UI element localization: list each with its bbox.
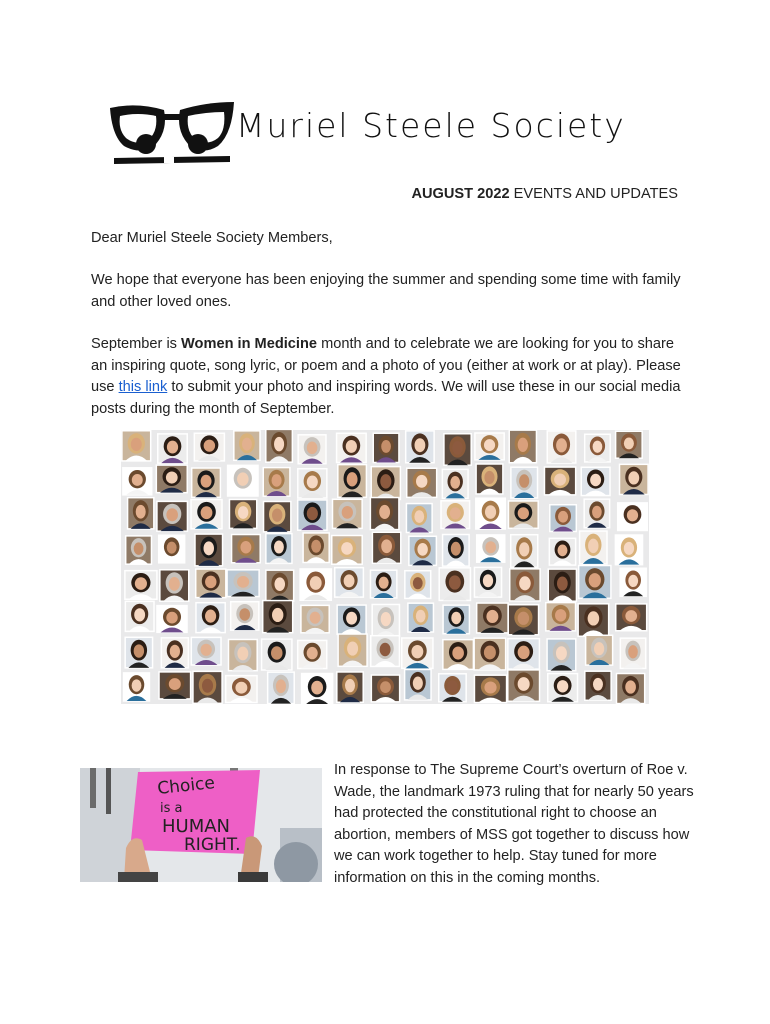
portrait-tile (406, 431, 434, 463)
portrait-tile (338, 634, 367, 666)
sign-line-3: HUMAN (162, 816, 231, 837)
portrait-tile (580, 531, 607, 564)
portrait-tile (227, 570, 259, 597)
portrait-tile (337, 672, 363, 702)
sept-text-3: to submit your photo and inspiring words. We will use these in our social media posts during the month of September. (91, 379, 681, 417)
portrait-tile (509, 430, 536, 463)
portrait-tile (372, 532, 400, 563)
portrait-tile (443, 605, 469, 634)
portrait-tile (193, 671, 222, 703)
portrait-tile (300, 569, 331, 600)
portrait-tile (196, 569, 226, 598)
portrait-tile (196, 603, 225, 633)
portrait-tile (268, 672, 295, 703)
portrait-tile (474, 675, 506, 702)
portrait-tile (444, 434, 471, 465)
portrait-tile (511, 535, 538, 568)
greeting: Dear Muriel Steele Society Members, (91, 230, 333, 246)
portrait-tile (508, 605, 538, 635)
protest-sign-image (80, 768, 322, 882)
sign-line-2: is a (160, 801, 183, 816)
portrait-tile (443, 535, 470, 567)
portrait-tile (370, 498, 399, 530)
portrait-tile (298, 640, 327, 668)
portrait-tile (620, 568, 646, 596)
portrait-tile (508, 639, 540, 669)
portrait-tile (476, 498, 505, 529)
portrait-tile (585, 671, 611, 700)
portrait-tile (578, 604, 609, 636)
portrait-tile (159, 672, 191, 699)
portrait-tile (302, 674, 333, 704)
portrait-tile (332, 536, 362, 565)
portrait-tile (232, 535, 261, 563)
portrait-tile (125, 571, 157, 600)
portrait-tile (371, 467, 400, 500)
portrait-tile (371, 636, 400, 667)
portrait-tile (156, 465, 187, 493)
portrait-tile (508, 501, 538, 528)
heading-month: AUGUST 2022 (411, 186, 510, 202)
portrait-tile (370, 570, 396, 598)
portrait-tile (408, 603, 434, 632)
portrait-tile (510, 569, 540, 601)
portrait-tile (301, 605, 329, 632)
september-paragraph (91, 334, 691, 420)
women-in-medicine-collage (121, 430, 649, 704)
sign-line-4: RIGHT. (184, 835, 241, 855)
portrait-tile (335, 568, 364, 597)
portrait-tile (158, 434, 187, 463)
logo-text: Muriel Steele Society (236, 106, 626, 145)
cat-eye-glasses-icon (106, 100, 238, 172)
portrait-tile (337, 433, 367, 462)
portrait-tile (616, 604, 647, 631)
portrait-tile (477, 603, 508, 633)
portrait-tile (620, 464, 649, 494)
portrait-tile (194, 433, 224, 461)
portrait-tile (475, 433, 504, 460)
portrait-tile (191, 500, 222, 529)
portrait-tile (160, 570, 189, 601)
portrait-tile (439, 568, 470, 601)
portrait-tile (442, 469, 468, 498)
portrait-tile (474, 567, 501, 597)
portrait-tile (266, 570, 294, 601)
portrait-tile (228, 465, 258, 496)
portrait-tile (122, 431, 151, 461)
portrait-tile (371, 675, 399, 702)
portrait-tile (477, 535, 505, 562)
portrait-tile (548, 674, 578, 702)
portrait-tile (226, 676, 257, 703)
portrait-tile (229, 499, 256, 528)
portrait-tile (159, 535, 185, 563)
portrait-tile (620, 638, 645, 668)
portrait-tile (409, 536, 436, 565)
portrait-tile (192, 468, 221, 497)
portrait-tile (263, 601, 293, 633)
portrait-tile (508, 670, 540, 701)
women-in-medicine: Women in Medicine (181, 336, 318, 352)
sign-line-1: Choice (156, 773, 216, 799)
portrait-tile (474, 638, 505, 670)
portrait-tile (157, 606, 187, 633)
portrait-tile (549, 538, 575, 565)
portrait-tile (544, 467, 575, 495)
portrait-tile (228, 639, 257, 670)
sept-text-2: month and to celebrate we are looking for you to share an inspiring quote, song lyric, or poem and a photo of you (either at work or at play). Please use (91, 336, 681, 395)
portrait-tile (407, 468, 437, 497)
portrait-tile (266, 430, 293, 462)
portrait-tile (548, 569, 576, 601)
portrait-tile (373, 433, 399, 462)
portrait-tile (298, 500, 327, 530)
portrait-tile (441, 501, 470, 529)
portrait-tile (338, 465, 367, 498)
collage-image (121, 430, 649, 704)
portrait-tile (126, 536, 152, 564)
portrait-tile (586, 635, 613, 665)
portrait-tile (266, 534, 292, 564)
portrait-tile (372, 604, 399, 636)
portrait-tile (263, 468, 290, 497)
portrait-tile (333, 499, 363, 528)
portrait-tile (547, 431, 576, 463)
portrait-tile (262, 639, 292, 670)
portrait-tile (405, 571, 431, 599)
roe-paragraph: In response to The Supreme Court’s overturn of Roe v. Wade, the landmark 1973 ruling that for nearly 50 years had protected the constitutional right to choose an abortion, members of MSS got together to discuss how we can work together to help. Stay tuned for more information on this in the coming months. (334, 762, 694, 886)
portrait-tile (161, 638, 188, 668)
portrait-tile (616, 431, 643, 458)
portrait-tile (303, 533, 329, 563)
portrait-tile (581, 467, 610, 495)
portrait-tile (511, 467, 538, 498)
protest-photo (80, 768, 322, 882)
portrait-tile (125, 637, 152, 668)
portrait-tile (234, 431, 260, 460)
portrait-tile (402, 638, 433, 668)
portrait-tile (476, 464, 503, 494)
portrait-tile (298, 435, 326, 464)
portrait-tile (618, 503, 648, 531)
portrait-tile (124, 673, 150, 701)
portrait-tile (195, 534, 223, 566)
portrait-tile (615, 535, 642, 565)
portrait-tile (298, 469, 327, 498)
portrait-tile (585, 434, 611, 462)
submit-link[interactable]: this link (118, 379, 168, 395)
portrait-tile (264, 502, 291, 532)
portrait-tile (579, 566, 611, 599)
portrait-tile (123, 468, 152, 495)
portrait-tile (231, 602, 259, 630)
newsletter-heading (411, 186, 678, 202)
portrait-tile (405, 669, 431, 699)
heading-rest: EVENTS AND UPDATES (509, 186, 678, 202)
portrait-tile (443, 640, 474, 670)
portrait-tile (546, 603, 576, 631)
portrait-tile (584, 499, 609, 528)
portrait-tile (547, 639, 576, 671)
portrait-tile (157, 501, 188, 531)
portrait-tile (439, 674, 466, 702)
portrait-tile (125, 601, 154, 631)
portrait-tile (337, 605, 366, 634)
portrait-tile (191, 637, 221, 665)
portrait-tile (617, 674, 645, 704)
sept-text-1: September is (91, 336, 182, 352)
portrait-tile (128, 498, 154, 529)
portrait-tile (406, 504, 432, 533)
summer-paragraph: We hope that everyone has been enjoying the summer and spending some time with family and other loved ones. (91, 272, 681, 310)
portrait-tile (550, 505, 577, 532)
